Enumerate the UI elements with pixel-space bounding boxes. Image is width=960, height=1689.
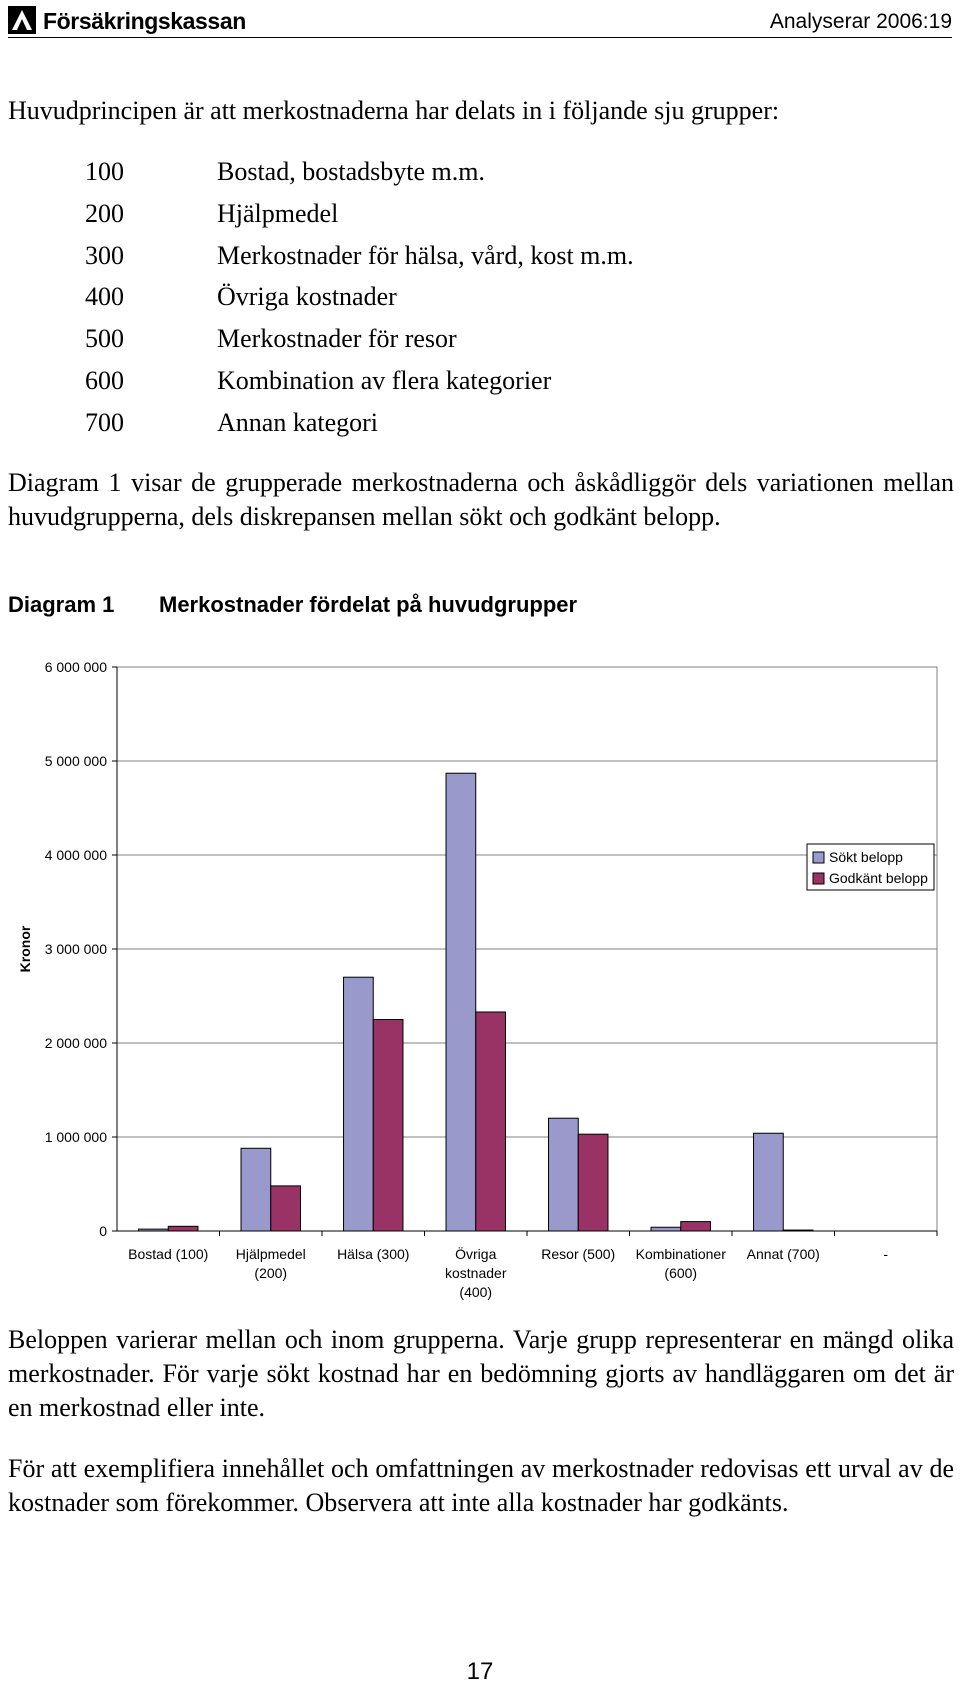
bar-sokt — [651, 1227, 681, 1231]
bar-godkant — [783, 1230, 813, 1231]
group-label: Merkostnader för hälsa, vård, kost m.m. — [217, 240, 634, 270]
group-label: Merkostnader för resor — [217, 324, 457, 354]
y-tick-label: 4 000 000 — [44, 847, 107, 863]
legend-entry: Godkänt belopp — [829, 870, 928, 886]
y-tick-label: 6 000 000 — [44, 659, 107, 675]
y-tick-label: 1 000 000 — [44, 1129, 107, 1145]
brand-name: Försäkringskassan — [43, 8, 246, 34]
legend-swatch — [813, 873, 824, 884]
diagram-intro-paragraph: Diagram 1 visar de grupperade merkostnaderna och åskådliggör dels variationen mellan huvudgrupperna, dels diskrepansen mellan sökt och godkänt belopp. — [8, 468, 954, 531]
y-axis-label: Kronor — [17, 925, 33, 973]
x-tick-label: Annat (700) — [746, 1246, 820, 1262]
group-code: 200 — [85, 198, 124, 228]
x-tick-label: Bostad (100) — [128, 1246, 209, 1262]
group-label: Kombination av flera kategorier — [217, 365, 552, 395]
bar-sokt — [549, 1118, 579, 1231]
x-tick-label: (600) — [664, 1265, 698, 1281]
list-item — [85, 155, 785, 197]
bar-godkant — [476, 1012, 506, 1231]
group-code: 300 — [85, 240, 124, 270]
legend-entry: Sökt belopp — [829, 849, 903, 865]
header-rule — [8, 37, 952, 38]
group-code: 600 — [85, 365, 124, 395]
group-list — [85, 155, 785, 448]
list-item — [85, 280, 785, 322]
bar-godkant — [168, 1226, 198, 1231]
list-item — [85, 197, 785, 239]
bar-sokt — [754, 1133, 784, 1231]
y-tick-label: 2 000 000 — [44, 1035, 107, 1051]
list-item — [85, 239, 785, 281]
diagram-title: Merkostnader fördelat på huvudgrupper — [159, 592, 578, 617]
bar-sokt — [241, 1148, 271, 1231]
bar-godkant — [681, 1222, 711, 1231]
group-label: Bostad, bostadsbyte m.m. — [217, 157, 485, 186]
running-head: Analyserar 2006:19 — [769, 10, 952, 33]
group-code: 700 — [85, 407, 124, 437]
group-code: 100 — [85, 157, 124, 186]
intro-paragraph: Huvudprincipen är att merkostnaderna har delats in i följande sju grupper: — [8, 96, 780, 125]
x-tick-label: kostnader — [445, 1265, 507, 1281]
x-tick-label: Kombinationer — [635, 1246, 726, 1262]
x-tick-label: - — [883, 1246, 889, 1262]
x-tick-label: (400) — [459, 1284, 493, 1300]
diagram-label: Diagram 1 — [8, 592, 115, 617]
list-item — [85, 406, 785, 448]
list-item — [85, 322, 785, 364]
x-tick-label: Hjälpmedel — [235, 1246, 306, 1262]
bar-godkant — [373, 1020, 403, 1232]
x-tick-label: Övriga — [455, 1246, 497, 1262]
group-label: Övriga kostnader — [217, 282, 397, 312]
list-item — [85, 364, 785, 406]
bar-sokt — [139, 1229, 169, 1231]
bar-chart — [0, 640, 960, 1330]
x-tick-label: (200) — [254, 1265, 288, 1281]
forsakringskassan-logo-icon — [8, 6, 36, 34]
bar-godkant — [578, 1134, 608, 1231]
x-tick-label: Resor (500) — [541, 1246, 616, 1262]
x-tick-label: Hälsa (300) — [337, 1246, 410, 1262]
group-code: 500 — [85, 324, 124, 354]
group-code: 400 — [85, 282, 124, 312]
bar-godkant — [271, 1186, 301, 1231]
legend-swatch — [813, 852, 824, 863]
paragraph-variation: Beloppen varierar mellan och inom grupperna. Varje grupp representerar en mängd olika merkostnader. För varje sökt kostnad har en bedömning gjorts av handläggaren om det är en merkostnad eller inte. — [8, 1325, 954, 1422]
group-label: Hjälpmedel — [217, 198, 339, 228]
page-header — [8, 6, 952, 36]
y-tick-label: 5 000 000 — [44, 753, 107, 769]
bar-sokt — [446, 773, 476, 1231]
y-tick-label: 3 000 000 — [44, 941, 107, 957]
y-tick-label: 0 — [99, 1223, 107, 1239]
bar-sokt — [344, 977, 374, 1231]
group-label: Annan kategori — [217, 407, 379, 437]
paragraph-examples: För att exemplifiera innehållet och omfattningen av merkostnader redovisas ett urval av de kostnader som förekommer. Observera att inte alla kostnader har godkänts. — [8, 1454, 954, 1517]
page-number: 17 — [466, 1658, 494, 1685]
